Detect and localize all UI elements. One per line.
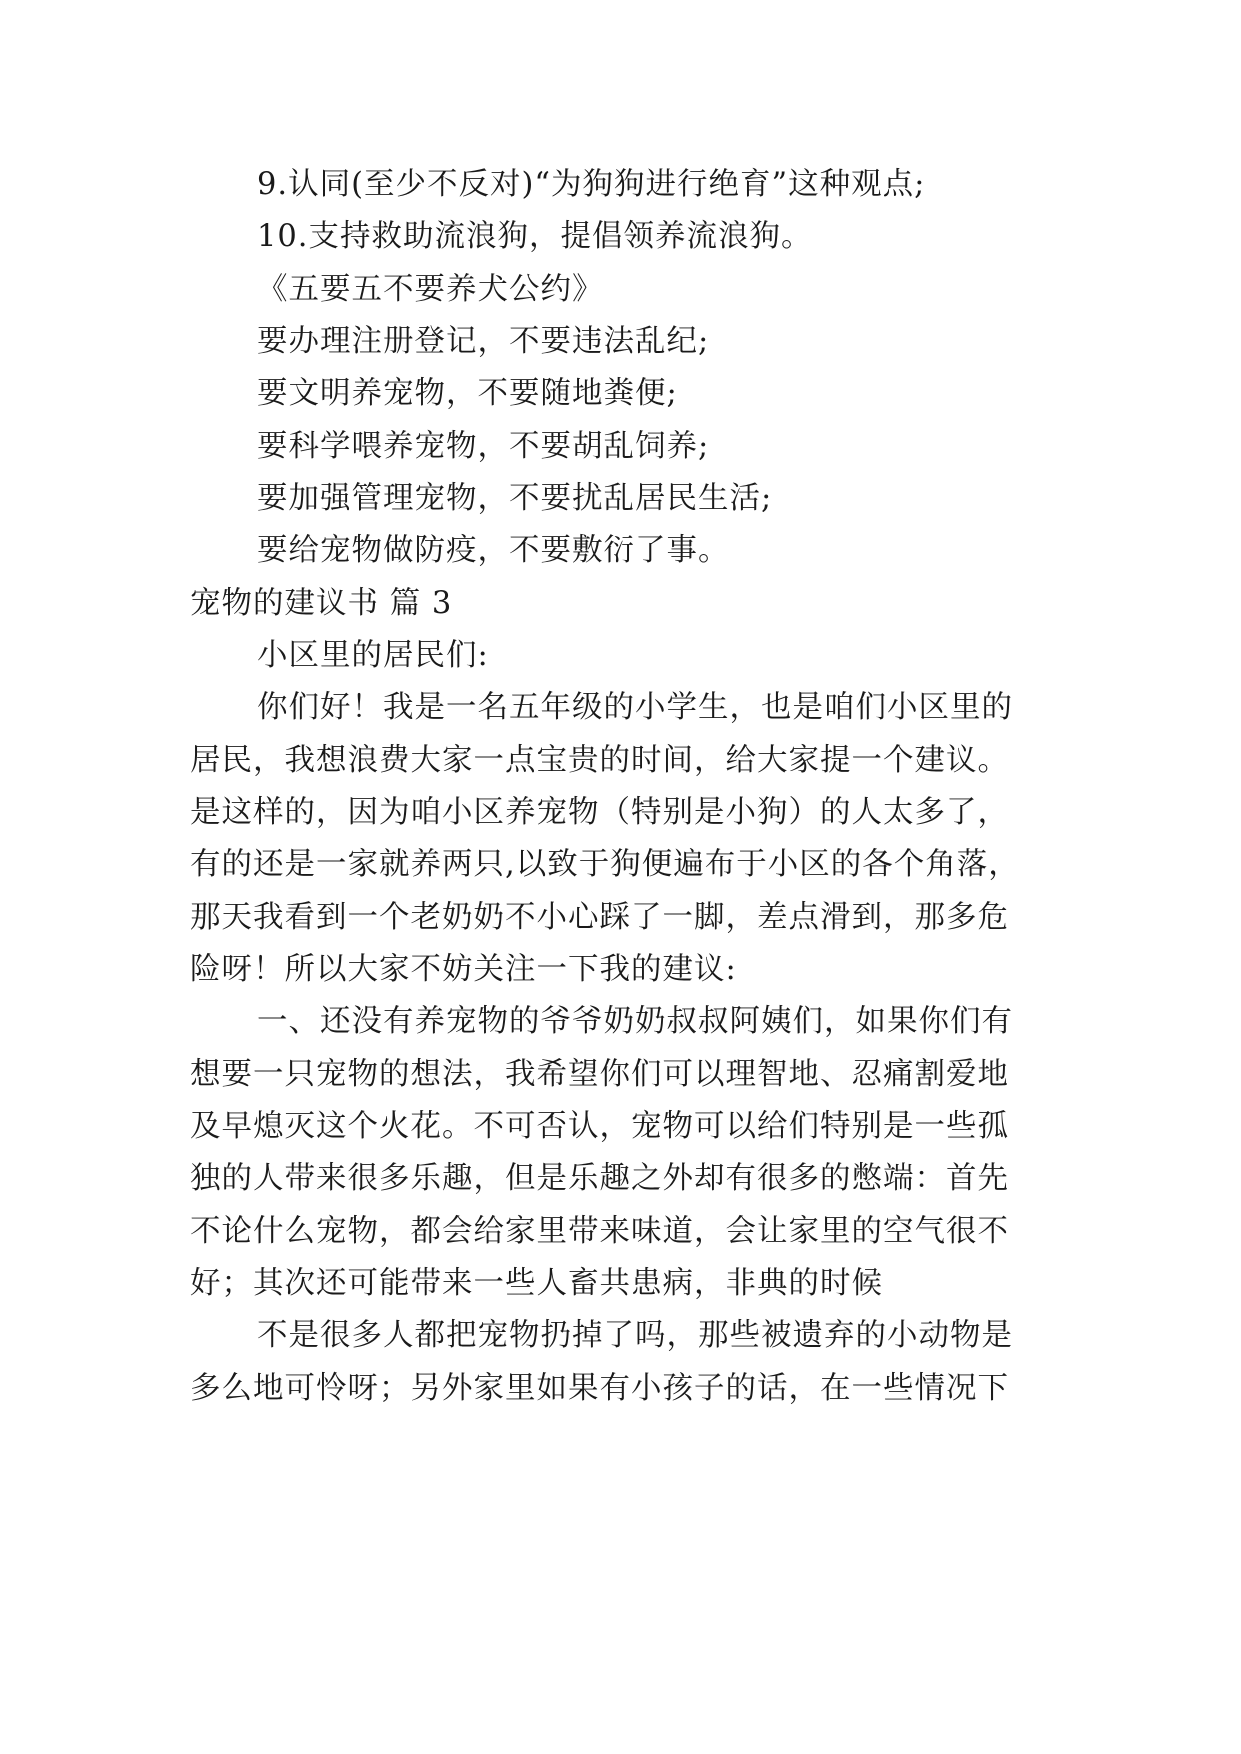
paragraph-line: 你们好！我是一名五年级的小学生，也是咱们小区里的 <box>257 690 1013 725</box>
paragraph-line: 居民，我想浪费大家一点宝贵的时间，给大家提一个建议。 <box>190 743 1009 778</box>
convention-item: 要给宠物做防疫，不要敷衍了事。 <box>257 533 730 568</box>
paragraph-line: 不是很多人都把宠物扔掉了吗，那些被遗弃的小动物是 <box>257 1318 1013 1353</box>
salutation: 小区里的居民们: <box>257 638 489 673</box>
convention-item: 要科学喂养宠物，不要胡乱饲养; <box>257 429 710 464</box>
convention-title: 《五要五不要养犬公约》 <box>257 272 604 307</box>
paragraph-line: 是这样的，因为咱小区养宠物（特别是小狗）的人太多了， <box>190 795 1009 830</box>
list-item-10: 10.支持救助流浪狗，提倡领养流浪狗。 <box>257 219 813 254</box>
convention-item: 要办理注册登记，不要违法乱纪; <box>257 324 710 359</box>
paragraph-line: 多么地可怜呀；另外家里如果有小孩子的话，在一些情况下 <box>190 1371 1009 1406</box>
paragraph-line: 独的人带来很多乐趣，但是乐趣之外却有很多的憋端：首先 <box>190 1161 1009 1196</box>
list-item-9: 9.认同(至少不反对)“为狗狗进行绝育”这种观点; <box>257 167 926 202</box>
paragraph-line: 险呀！所以大家不妨关注一下我的建议: <box>190 952 737 987</box>
convention-item: 要文明养宠物，不要随地粪便; <box>257 376 678 411</box>
convention-item: 要加强管理宠物，不要扰乱居民生活; <box>257 481 773 516</box>
paragraph-line: 想要一只宠物的想法，我希望你们可以理智地、忍痛割爱地 <box>190 1057 1009 1092</box>
paragraph-line: 有的还是一家就养两只,以致于狗便遍布于小区的各个角落， <box>190 847 1020 882</box>
paragraph-line: 及早熄灭这个火花。不可否认，宠物可以给们特别是一些孤 <box>190 1109 1009 1144</box>
paragraph-line: 一、还没有养宠物的爷爷奶奶叔叔阿姨们，如果你们有 <box>257 1004 1013 1039</box>
section-heading: 宠物的建议书 篇 3 <box>190 586 453 621</box>
paragraph-line: 不论什么宠物，都会给家里带来味道，会让家里的空气很不 <box>190 1214 1009 1249</box>
paragraph-line: 好；其次还可能带来一些人畜共患病，非典的时候 <box>190 1266 883 1301</box>
paragraph-line: 那天我看到一个老奶奶不小心踩了一脚，差点滑到，那多危 <box>190 900 1009 935</box>
